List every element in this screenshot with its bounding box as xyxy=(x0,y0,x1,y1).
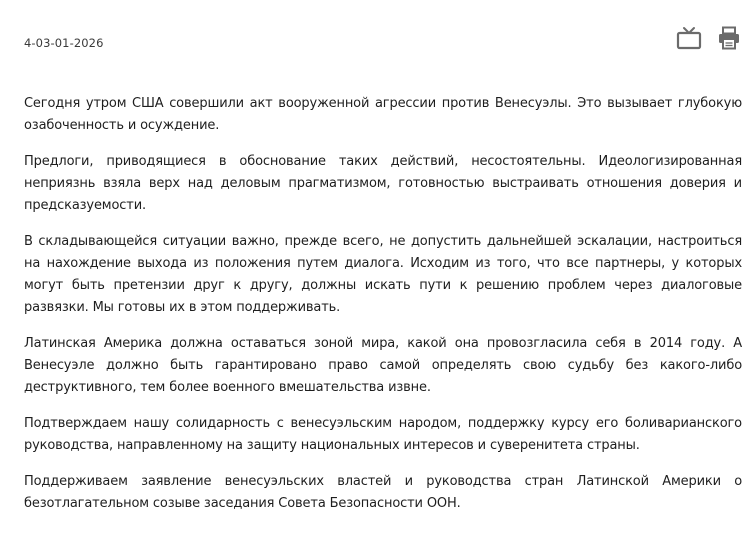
publication-date: 4-03-01-2026 xyxy=(24,36,104,50)
printer-icon[interactable] xyxy=(716,26,742,50)
article-header xyxy=(24,0,742,80)
article-body xyxy=(24,93,742,529)
paragraph-1: Сегодня утром США совершили акт вооруженной агрессии против Венесуэлы. Это вызывает глубокую озабоченность и осуждение. xyxy=(24,96,742,133)
paragraph-5: Подтверждаем нашу солидарность с венесуэльским народом, поддержку курсу его боливарианского руководства, направленному на защиту национальных интересов и суверенитета страны. xyxy=(24,416,742,453)
paragraph-6: Поддерживаем заявление венесуэльских властей и руководства стран Латинской Америки о безотлагательном созыве заседания Совета Безопасности ООН. xyxy=(24,474,742,511)
article-tools xyxy=(676,26,742,50)
paragraph-3: В складывающейся ситуации важно, прежде всего, не допустить дальнейшей эскалации, настроиться на нахождение выхода из положения путем диалога. Исходим из того, что все партнеры, у которых могут быть претензии друг к другу, должны искать пути к решению проблем через диалоговые развязки. Мы готовы их в этом поддерживать. xyxy=(24,234,742,315)
paragraph-4: Латинская Америка должна оставаться зоной мира, какой она провозгласила себя в 2014 году. А Венесуэле должно быть гарантировано право самой определять свою судьбу без какого-либо деструктивного, тем более военного вмешательства извне. xyxy=(24,336,742,395)
paragraph-2: Предлоги, приводящиеся в обоснование таких действий, несостоятельны. Идеологизированная неприязнь взяла верх над деловым прагматизмом, готовностью выстраивать отношения доверия и предсказуемости. xyxy=(24,154,742,213)
tv-icon[interactable] xyxy=(676,26,702,50)
